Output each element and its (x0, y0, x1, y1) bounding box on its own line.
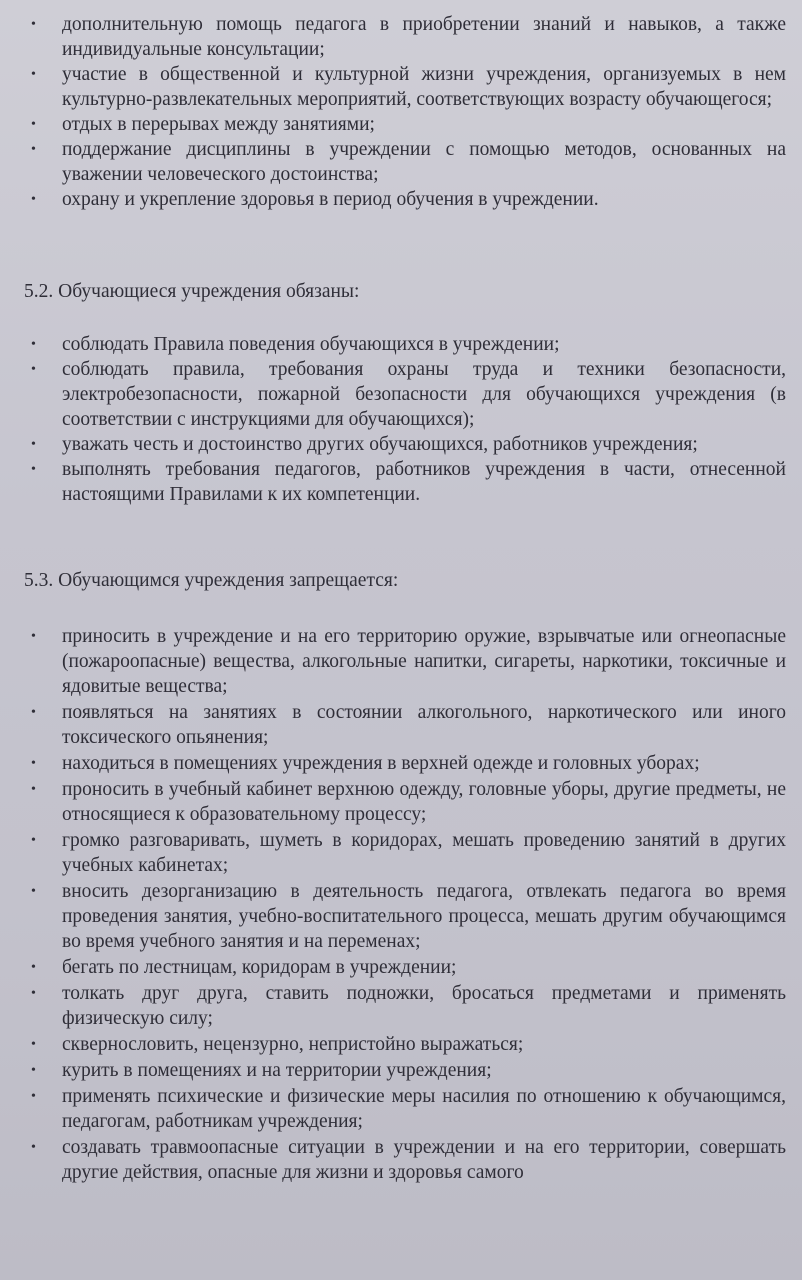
section-5-2-heading: 5.2. Обучающиеся учреждения обязаны: (24, 281, 360, 302)
bullet-icon: • (31, 833, 36, 848)
list-item (0, 357, 802, 432)
bullet-icon: • (31, 192, 36, 207)
list-item (0, 624, 802, 699)
list-item-text: бегать по лестницам, коридорам в учреждении; (62, 957, 457, 978)
bullet-icon: • (31, 756, 36, 771)
list-item-text: громко разговаривать, шуметь в коридорах, мешать проведению занятий в других учебных кабинетах; (62, 830, 786, 876)
list-item-text: сквернословить, нецензурно, непристойно выражаться; (62, 1034, 524, 1055)
list-item-text: участие в общественной и культурной жизни учреждения, организуемых в нем культурно-развлекательных мероприятий, соответствующих возрасту обучающегося; (62, 64, 786, 110)
bullet-icon: • (31, 437, 36, 452)
list-item (0, 137, 802, 187)
list-item-text: охрану и укрепление здоровья в период обучения в учреждении. (62, 189, 599, 210)
bullet-icon: • (31, 960, 36, 975)
bullet-icon: • (31, 142, 36, 157)
list-item (0, 1032, 802, 1057)
list-item-text: поддержание дисциплины в учреждении с помощью методов, основанных на уважении человеческого достоинства; (62, 139, 786, 185)
bullet-icon: • (31, 67, 36, 82)
list-item (0, 112, 802, 137)
bullet-icon: • (31, 884, 36, 899)
list-item (0, 1084, 802, 1134)
section-5-2-list (0, 332, 802, 507)
list-item (0, 981, 802, 1031)
list-item-text: выполнять требования педагогов, работников учреждения в части, отнесенной настоящими Правилами к их компетенции. (62, 459, 786, 505)
list-item-text: появляться на занятиях в состоянии алкогольного, наркотического или иного токсического опьянения; (62, 702, 786, 748)
list-item-text: создавать травмоопасные ситуации в учреждении и на его территории, совершать другие действия, опасные для жизни и здоровья самого (62, 1137, 786, 1183)
bullet-icon: • (31, 1140, 36, 1155)
bullet-icon: • (31, 986, 36, 1001)
list-item-text: применять психические и физические меры насилия по отношению к обучающимся, педагогам, работникам учреждения; (62, 1086, 786, 1132)
list-item (0, 955, 802, 980)
list-item-text: приносить в учреждение и на его территорию оружие, взрывчатые или огнеопасные (пожароопасные) вещества, алкогольные напитки, сигареты, наркотики, токсичные и ядовитые вещества; (62, 626, 786, 697)
bullet-icon: • (31, 1037, 36, 1052)
bullet-icon: • (31, 782, 36, 797)
list-item (0, 432, 802, 457)
list-item (0, 700, 802, 750)
list-item-text: толкать друг друга, ставить подножки, бросаться предметами и применять физическую силу; (62, 983, 786, 1029)
list-item (0, 62, 802, 112)
list-item (0, 12, 802, 62)
list-item (0, 1058, 802, 1083)
list-item (0, 1135, 802, 1185)
list-item-text: отдых в перерывах между занятиями; (62, 114, 375, 135)
list-item-text: соблюдать Правила поведения обучающихся в учреждении; (62, 334, 560, 355)
section-5-3-list (0, 624, 802, 1186)
bullet-icon: • (31, 705, 36, 720)
bullet-icon: • (31, 117, 36, 132)
section-5-3-heading: 5.3. Обучающимся учреждения запрещается: (24, 570, 399, 591)
bullet-icon: • (31, 337, 36, 352)
list-item (0, 332, 802, 357)
list-item (0, 828, 802, 878)
bullet-icon: • (31, 17, 36, 32)
list-item-text: соблюдать правила, требования охраны труда и техники безопасности, электробезопасности, пожарной безопасности для обучающихся учреждения (в соответствии с инструкциями для обучающихся); (62, 359, 786, 430)
bullet-icon: • (31, 362, 36, 377)
list-item-text: вносить дезорганизацию в деятельность педагога, отвлекать педагога во время проведения занятия, учебно-воспитательного процесса, мешать другим обучающимся во время учебного занятия и на переменах; (62, 881, 786, 952)
list-item (0, 187, 802, 212)
list-item-text: проносить в учебный кабинет верхнюю одежду, головные уборы, другие предметы, не относящиеся к образовательному процессу; (62, 779, 786, 825)
list-item (0, 457, 802, 507)
list-item-text: дополнительную помощь педагога в приобретении знаний и навыков, а также индивидуальные консультации; (62, 14, 786, 60)
bullet-icon: • (31, 1089, 36, 1104)
list-item (0, 879, 802, 954)
list-item-text: уважать честь и достоинство других обучающихся, работников учреждения; (62, 434, 698, 455)
list-item-text: курить в помещениях и на территории учреждения; (62, 1060, 492, 1081)
list-item (0, 751, 802, 776)
bullet-icon: • (31, 1063, 36, 1078)
bullet-icon: • (31, 629, 36, 644)
list-item (0, 777, 802, 827)
bullet-icon: • (31, 462, 36, 477)
section-5-1-list (0, 12, 802, 212)
list-item-text: находиться в помещениях учреждения в верхней одежде и головных уборах; (62, 753, 700, 774)
